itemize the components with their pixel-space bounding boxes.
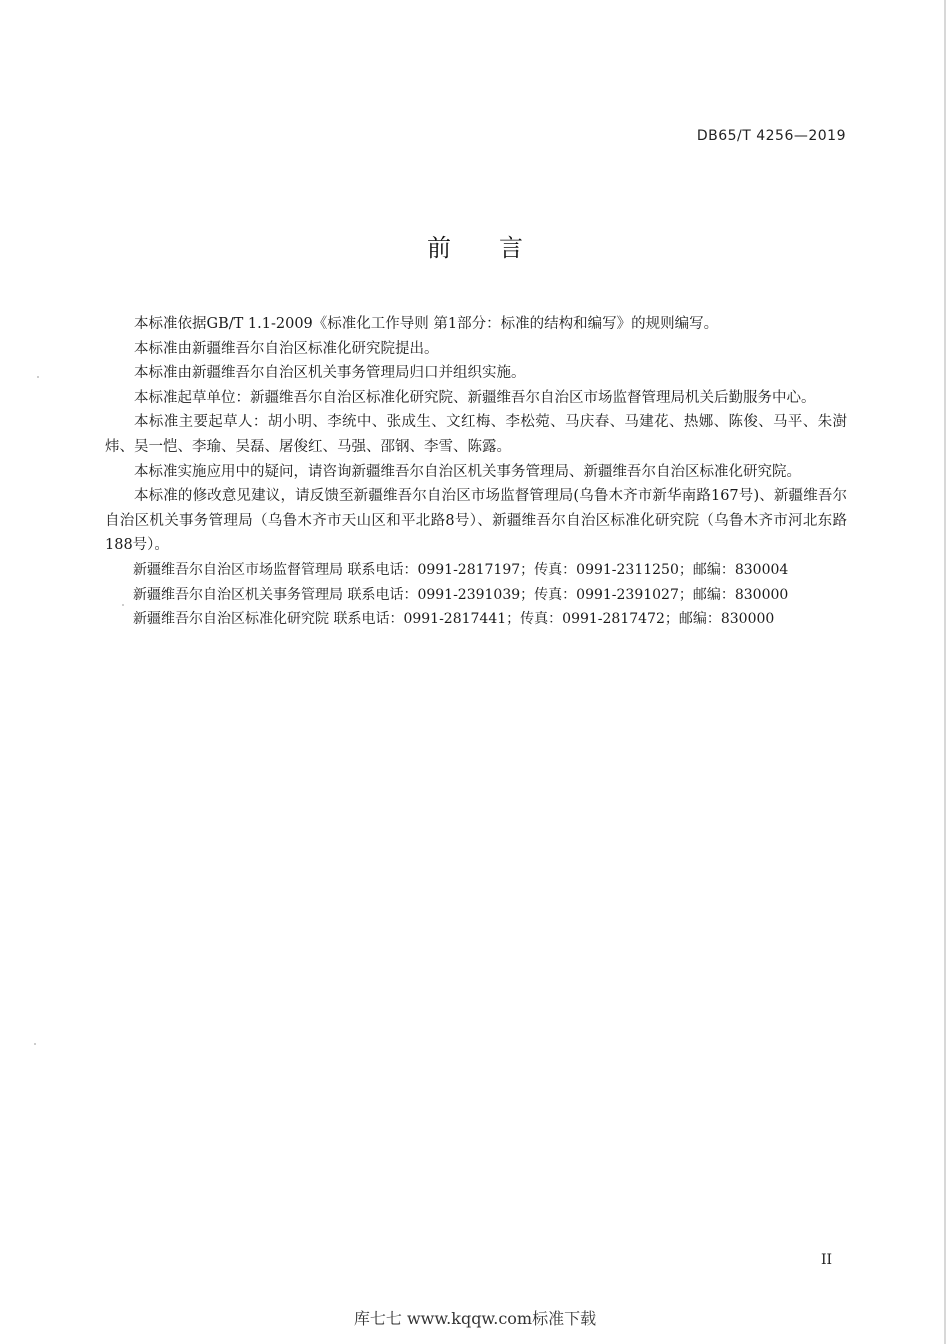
paragraph-administrator: 本标准由新疆维吾尔自治区机关事务管理局归口并组织实施。: [134, 365, 526, 382]
contact-line: 新疆维吾尔自治区机关事务管理局 联系电话：0991-2391039；传真：0991-2391027；邮编：830000: [133, 586, 789, 603]
contact-line: 新疆维吾尔自治区标准化研究院 联系电话：0991-2817441；传真：0991-2817472；邮编：830000: [133, 611, 775, 628]
paragraph-basis: 本标准依据GB/T 1.1-2009《标准化工作导则 第1部分：标准的结构和编写》的规则编写。: [134, 316, 719, 332]
paragraph-inquiries: 本标准实施应用中的疑问，请咨询新疆维吾尔自治区机关事务管理局、新疆维吾尔自治区标准化研究院。: [134, 463, 801, 480]
paragraph-drafting-units: 本标准起草单位：新疆维吾尔自治区标准化研究院、新疆维吾尔自治区市场监督管理局机关后勤服务中心。: [134, 389, 816, 406]
paragraph-drafters: 本标准主要起草人：胡小明、李统中、张成生、文红梅、李松菀、马庆春、马建花、热娜、陈俊、马平、朱澍炜、吴一恺、李瑜、吴磊、屠俊红、马强、邵钢、李雪、陈露。: [105, 414, 847, 455]
download-watermark: 库七七 www.kqqw.com标准下载: [353, 1309, 597, 1328]
foreword-body: [105, 312, 847, 632]
scan-speck: [37, 376, 39, 378]
page-title: 前言: [427, 234, 571, 262]
scan-edge-line: [944, 0, 946, 1344]
contact-line: 新疆维吾尔自治区市场监督管理局 联系电话：0991-2817197；传真：0991-2311250；邮编：830004: [133, 561, 789, 578]
paragraph-proposer: 本标准由新疆维吾尔自治区标准化研究院提出。: [134, 340, 439, 357]
page-number: II: [820, 1252, 832, 1268]
scan-speck: [34, 1043, 36, 1045]
document-code: DB65/T 4256—2019: [696, 128, 846, 144]
paragraph-feedback: 本标准的修改意见建议，请反馈至新疆维吾尔自治区市场监督管理局(乌鲁木齐市新华南路167号)、新疆维吾尔自治区机关事务管理局（乌鲁木齐市天山区和平北路8号）、新疆维吾尔自治区标准化研究院（乌鲁木齐市河北东路188号）。: [105, 488, 847, 554]
